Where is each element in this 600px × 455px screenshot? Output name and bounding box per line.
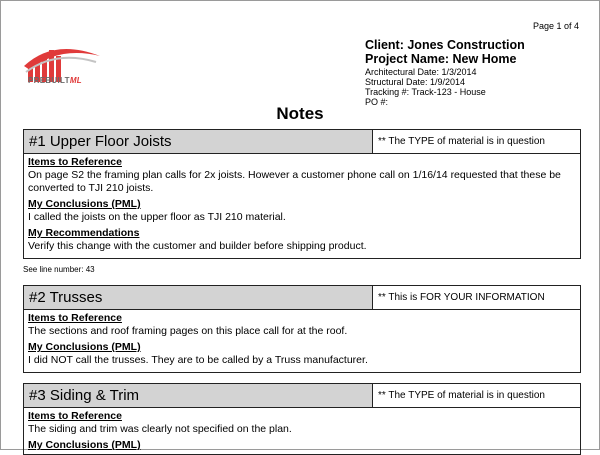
note-title: #1 Upper Floor Joists <box>24 130 373 153</box>
items-to-reference-text: The siding and trim was clearly not specified on the plan. <box>28 423 292 435</box>
note-body <box>24 408 580 454</box>
conclusions-text: I did NOT call the trusses. They are to be called by a Truss manufacturer. <box>28 354 368 366</box>
recommendations-heading: My Recommendations <box>28 227 140 239</box>
note-card-upper-floor-joists <box>23 129 581 259</box>
po-number: PO #: <box>365 97 389 107</box>
items-to-reference-heading: Items to Reference <box>28 156 122 168</box>
note-body <box>24 310 580 372</box>
project-name: Project Name: New Home <box>365 52 517 66</box>
conclusions-text: I called the joists on the upper floor as TJI 210 material. <box>28 211 286 223</box>
note-card-trusses <box>23 285 581 373</box>
recommendations-text: Verify this change with the customer and builder before shipping product. <box>28 240 367 252</box>
items-to-reference-heading: Items to Reference <box>28 410 122 422</box>
note-body <box>24 154 580 258</box>
items-to-reference-text: On page S2 the framing plan calls for 2x joists. However a customer phone call on 1/16/14 requested that these be converted to TJI 210 joists. <box>28 169 561 194</box>
note-tag: ** The TYPE of material is in question <box>378 136 545 147</box>
note-header <box>24 130 580 154</box>
client-name: Client: Jones Construction <box>365 38 525 52</box>
see-line-number: See line number: 43 <box>23 265 95 274</box>
items-to-reference-text: The sections and roof framing pages on this place call for at the roof. <box>28 325 348 337</box>
note-tag: ** This is FOR YOUR INFORMATION <box>378 292 545 303</box>
conclusions-heading: My Conclusions (PML) <box>28 198 141 210</box>
page-title: Notes <box>276 104 324 123</box>
note-title: #2 Trusses <box>24 286 373 309</box>
note-card-siding-trim <box>23 383 581 455</box>
note-header <box>24 384 580 408</box>
conclusions-heading: My Conclusions (PML) <box>28 439 141 451</box>
logo-text: PREBUILTML <box>28 76 82 85</box>
items-to-reference-heading: Items to Reference <box>28 312 122 324</box>
note-header <box>24 286 580 310</box>
page-number: Page 1 of 4 <box>532 21 579 31</box>
note-title: #3 Siding & Trim <box>24 384 373 407</box>
note-tag: ** The TYPE of material is in question <box>378 390 545 401</box>
architectural-date: Architectural Date: 1/3/2014 <box>365 67 477 77</box>
conclusions-heading: My Conclusions (PML) <box>28 341 141 353</box>
tracking-number: Tracking #: Track-123 - House <box>365 87 486 97</box>
structural-date: Structural Date: 1/9/2014 <box>365 77 466 87</box>
